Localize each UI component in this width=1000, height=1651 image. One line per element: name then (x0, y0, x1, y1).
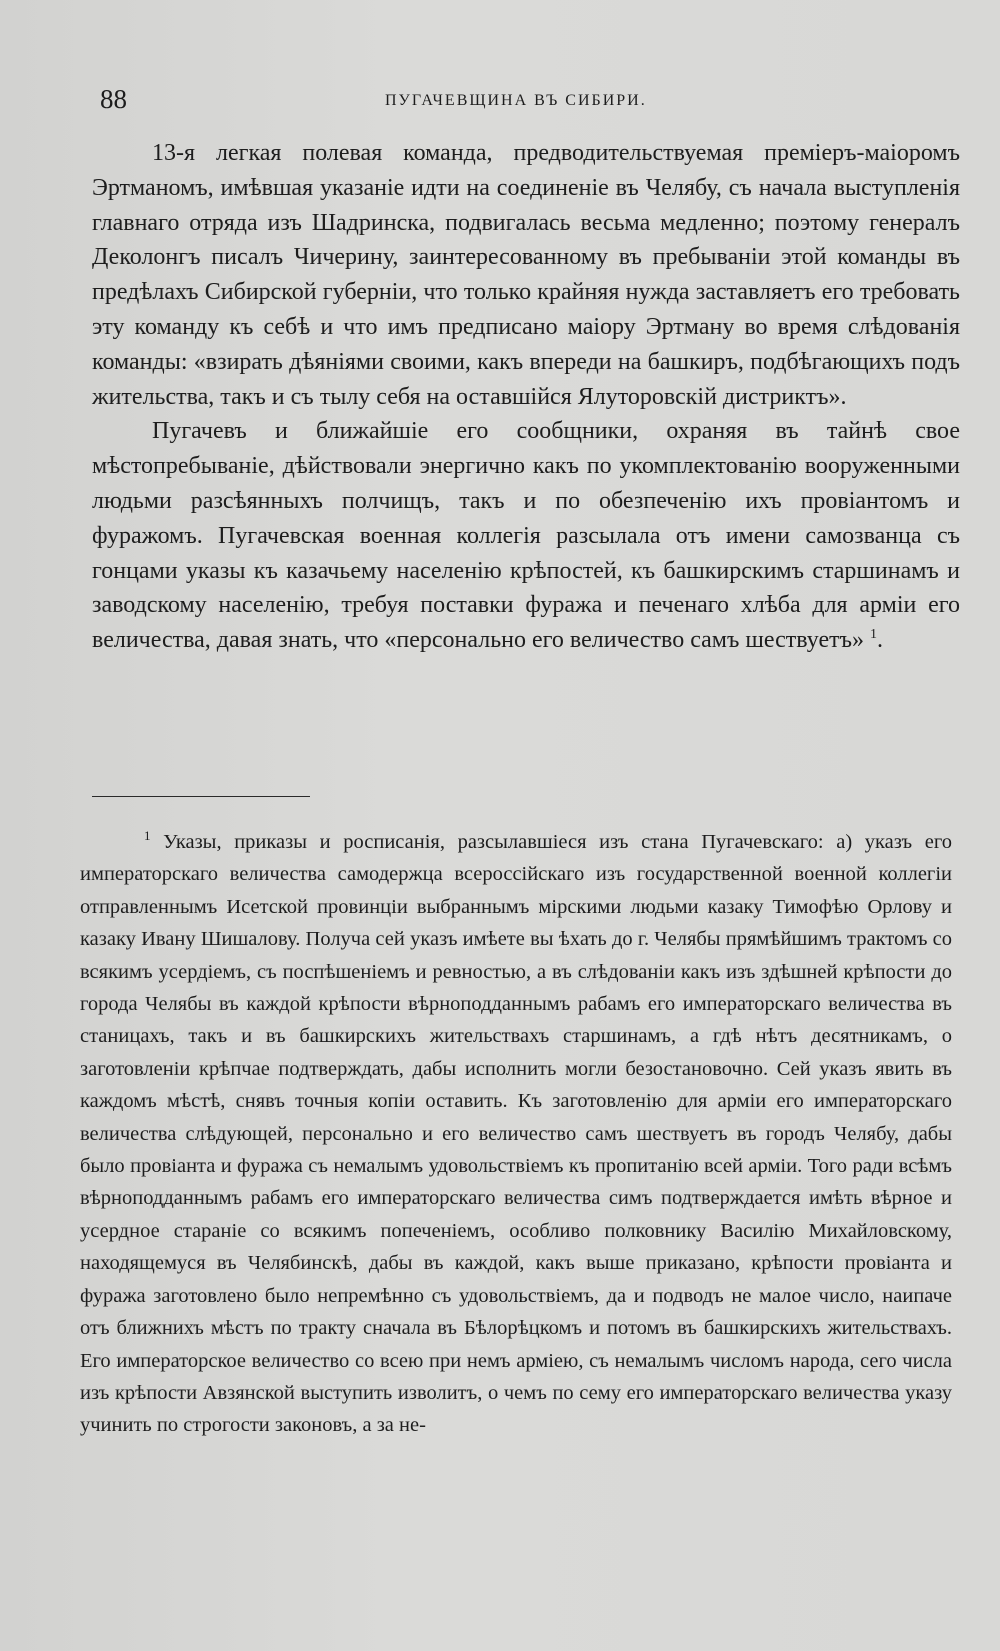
footnote-reference: 1 (870, 627, 878, 643)
running-title: ПУГАЧЕВЩИНА ВЪ СИБИРИ. (385, 92, 647, 109)
paragraph-2-text: Пугачевъ и ближайшiе его сообщники, охраняя въ тайнѣ свое мѣстопребыванiе, дѣйствовали энергично какъ по укомплектованiю вооруженными людьми разсѣянныхъ полчищъ, такъ и по обезпеченiю ихъ провiантомъ и фуражомъ. Пугачевская военная коллегiя разсылала отъ имени самозванца съ гонцами указы къ казачьему населенiю крѣпостей, къ башкирскимъ старшинамъ и заводскому населенiю, требуя поставки фуража и печенаго хлѣба для армiи его величества, давая знать, что «персонально его величество самъ шествуетъ» (92, 418, 960, 654)
footnote-separator (92, 796, 310, 797)
paragraph-2-end: . (877, 627, 884, 654)
footnote-paragraph (80, 826, 952, 1442)
paragraph-1: 13-я легкая полевая команда, предводительствуемая премiеръ-маiоромъ Эртманомъ, имѣвшая указанiе идти на соединенiе въ Челябу, съ начала выступленiя главнаго отряда изъ Шадринска, подвигалась весьма медленно; поэтому генералъ Деколонгъ писалъ Чичерину, заинтересованному въ пребыванiи этой команды въ предѣлахъ Сибирской губернiи, что только крайняя нужда заставляетъ его требовать эту команду къ себѣ и что имъ предписано маiору Эртману во время слѣдованiя команды: «взирать дѣянiями своими, какъ впереди на башкиръ, подбѣгающихъ подъ жительства, такъ и съ тылу себя на оставшiйся Ялуторовскiй дистриктъ». (92, 140, 960, 410)
main-text (92, 136, 960, 658)
page-number: 88 (100, 84, 127, 114)
page-header (0, 84, 1000, 124)
footnote (80, 826, 952, 1442)
footnote-marker: 1 (144, 828, 151, 844)
footnote-text: Указы, приказы и росписанiя, разсылавшiеся изъ стана Пугачевскаго: а) указъ его императорскаго величества самодержца всероссiйскаго изъ государственной военной коллегiи отправленнымъ Исетской провинцiи выбраннымъ мiрскими людьми казаку Тимофѣю Орлову и казаку Ивану Шишалову. Получа сей указъ имѣете вы ѣхать до г. Челябы прямѣйшимъ трактомъ со всякимъ усердiемъ, съ поспѣшенiемъ и ревностью, а въ слѣдованiи какъ изъ здѣшней крѣпости до города Челябы въ каждой крѣпости вѣрноподданнымъ рабамъ его императорскаго величества въ станицахъ, такъ и въ башкирскихъ жительствахъ старшинамъ, а гдѣ нѣтъ десятникамъ, о заготовленiи крѣпчае подтверждать, дабы исполнить могли безостановочно. Сей указъ явить въ каждомъ мѣстѣ, снявъ точныя копiи оставить. Къ заготовленiю для армiи его императорскаго величества слѣдующей, персонально и его величество самъ шествуетъ въ городъ Челябу, дабы было провiанта и фуража съ немалымъ удовольствiемъ къ пропитанiю всей армiи. Того ради всѣмъ вѣрноподданнымъ рабамъ его императорскаго величества симъ подтверждается имѣть вѣрное и усердное старанiе со всякимъ попеченiемъ, особливо полковнику Василiю Михайловскому, находящемуся въ Челябинскѣ, дабы въ каждой, какъ выше приказано, крѣпости провiанта и фуража заготовлено было непремѣнно съ удовольствiемъ, да и подводъ не малое число, наипаче отъ ближнихъ мѣстъ по тракту сначала въ Бѣлорѣцкомъ и потомъ въ башкирскихъ жительствахъ. Его императорское величество со всею при немъ армiею, съ немалымъ числомъ народа, сего числа изъ крѣпости Авзянской выступить изволитъ, о чемъ по сему его императорскаго величества указу учинить по строгости законовъ, а за не- (80, 831, 952, 1437)
paragraph-2 (92, 414, 960, 658)
